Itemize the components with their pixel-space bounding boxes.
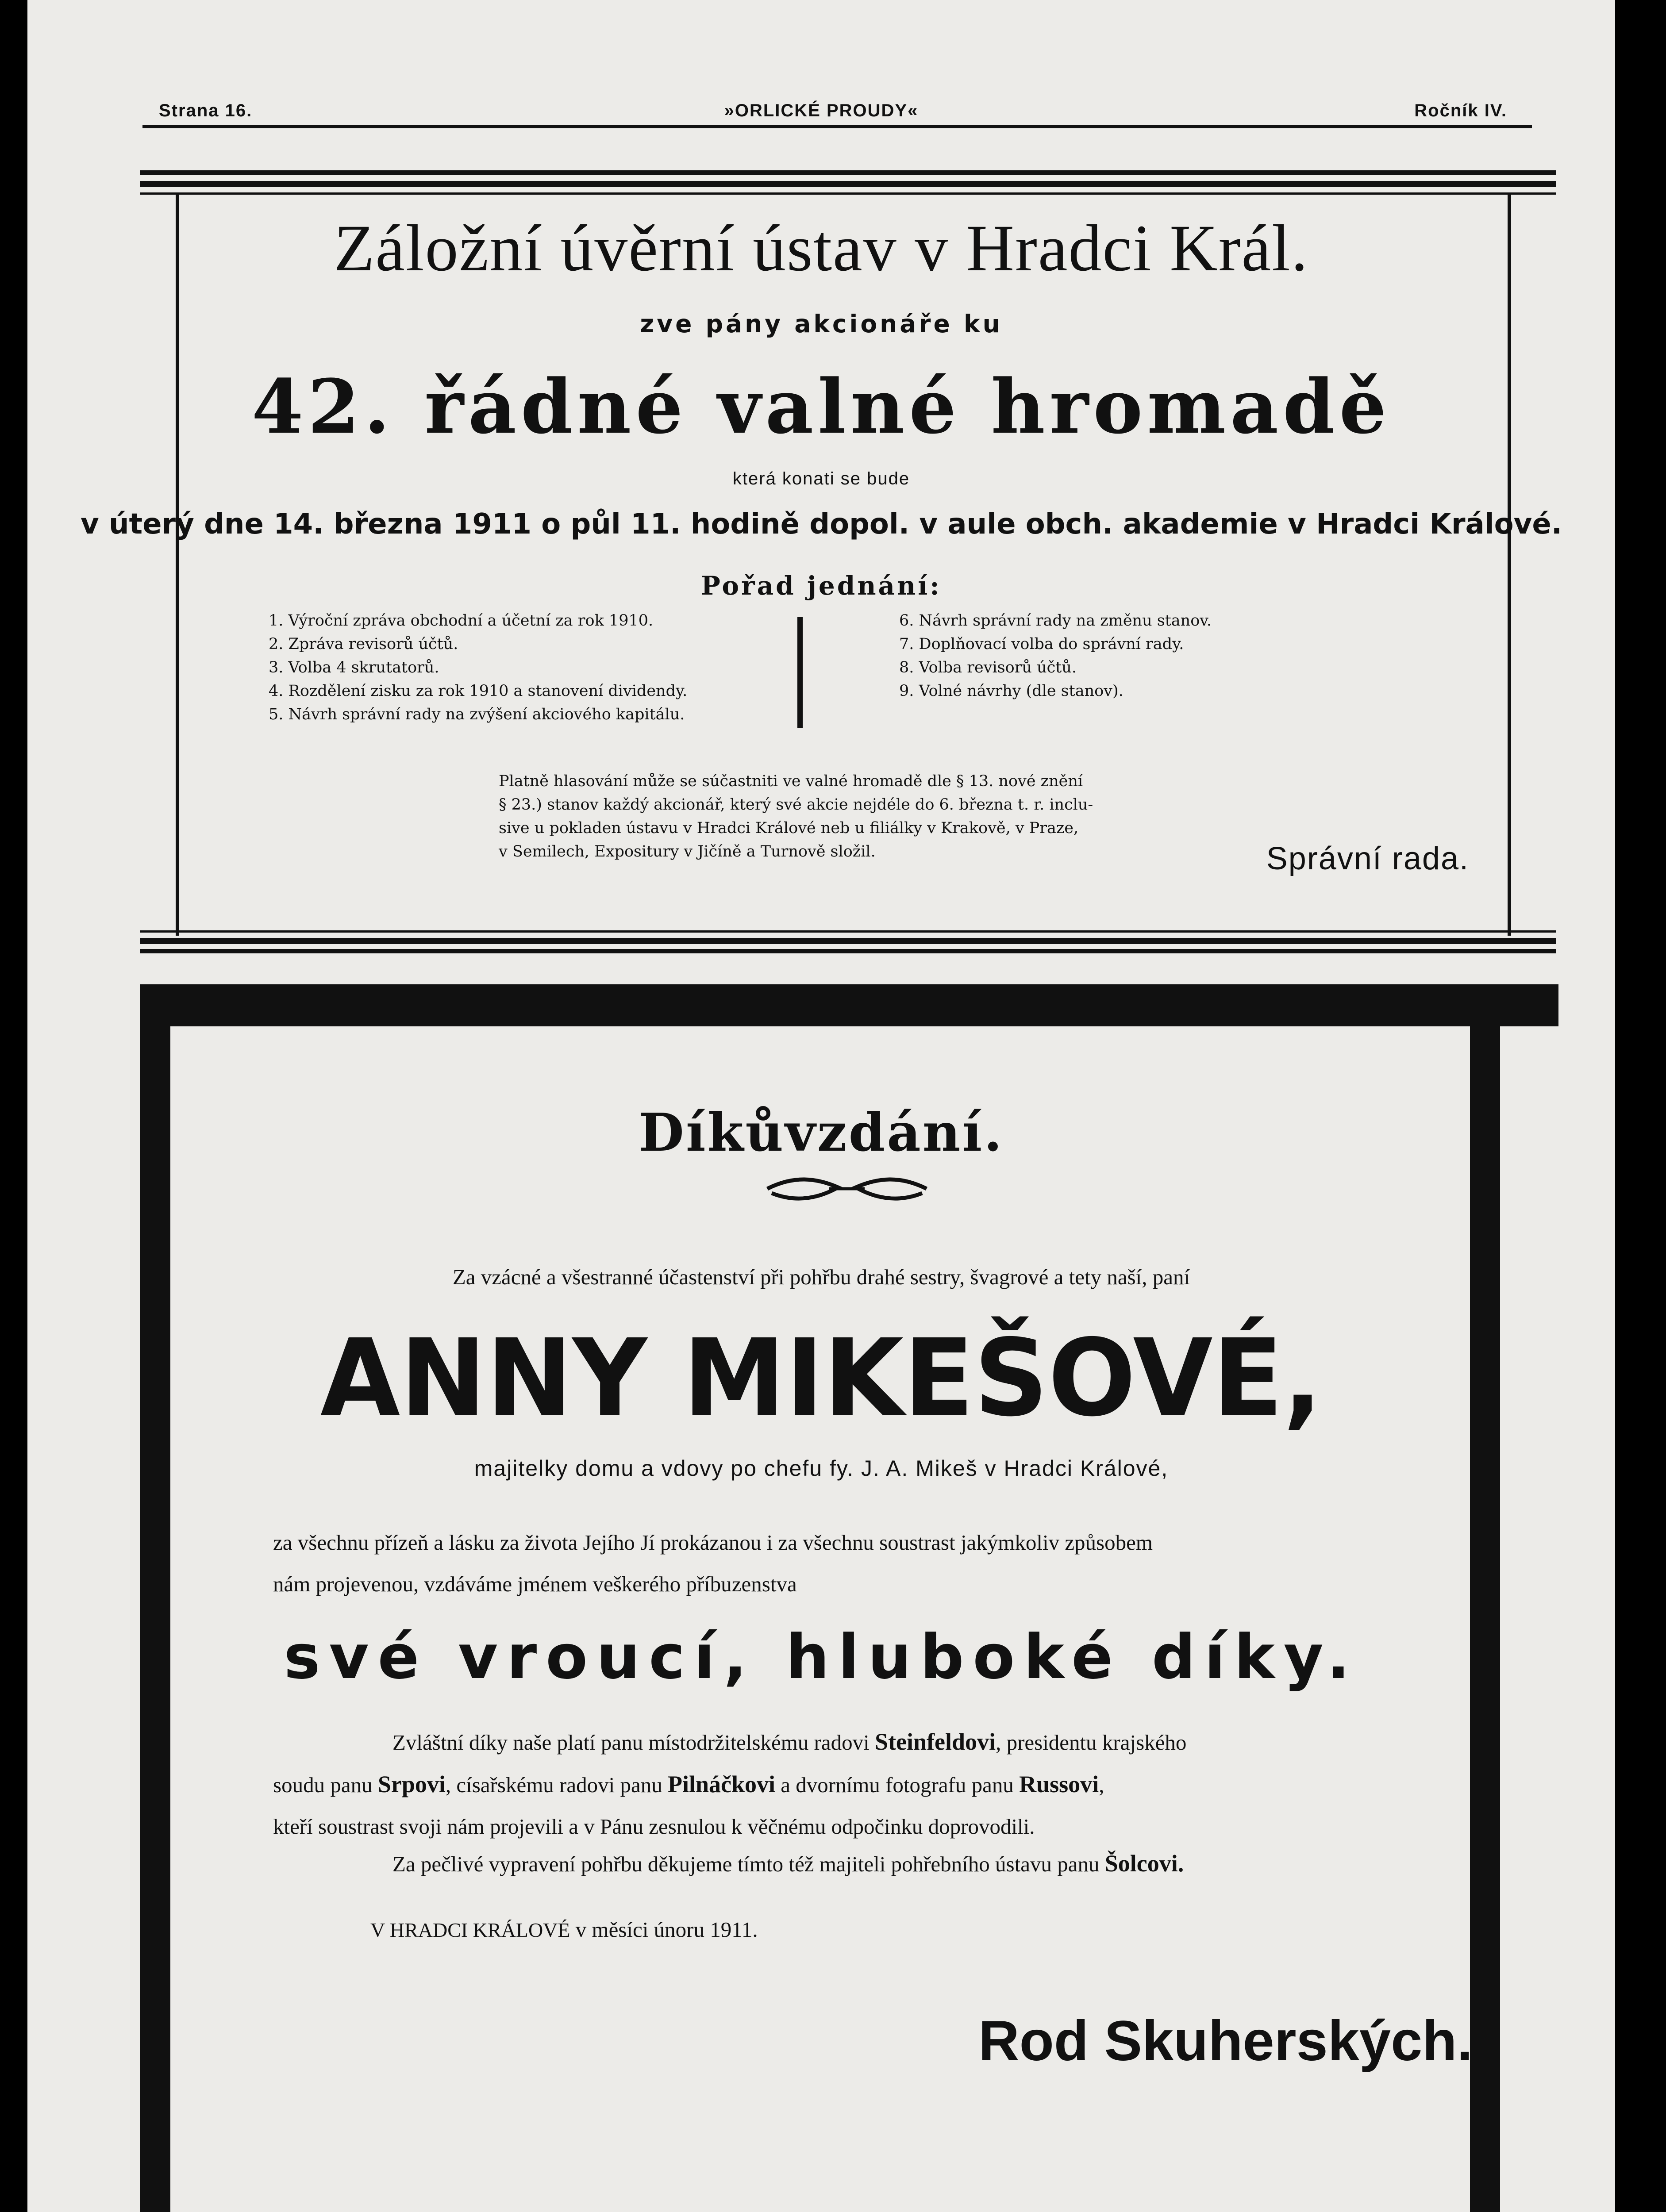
- agenda-item: 7. Doplňovací volba do správní rady.: [899, 635, 1184, 653]
- page-number: Strana 16.: [159, 101, 253, 120]
- agenda-divider: [797, 617, 803, 728]
- flourish-ornament: [763, 1173, 931, 1206]
- frame-top: [140, 984, 1558, 1026]
- meeting-headline: 42. řádné valné hromadě: [251, 363, 1391, 450]
- right-border: [1508, 192, 1511, 936]
- agenda-list-right: [899, 609, 1212, 703]
- heartfelt-thanks-line: své vroucí, hluboké díky.: [284, 1621, 1359, 1693]
- deceased-name: ANNY MIKEŠOVÉ,: [320, 1316, 1323, 1440]
- board-signature: Správní rada.: [1266, 841, 1469, 876]
- invitation-line: zve pány akcionáře ku: [640, 310, 1003, 338]
- deceased-description: majitelky domu a vdovy po chefu fy. J. A. Mikeš v Hradci Králové,: [474, 1456, 1169, 1481]
- name-steinfeld: Steinfeldovi: [875, 1728, 996, 1755]
- agenda-list-left: [269, 609, 687, 726]
- agenda-item: 4. Rozdělení zisku za rok 1910 a stanovení dividendy.: [269, 682, 688, 700]
- agenda-item: 2. Zpráva revisorů účtů.: [269, 635, 458, 653]
- institution-title: Záložní úvěrní ústav v Hradci Král.: [334, 211, 1309, 285]
- top-double-rule: [140, 170, 1556, 175]
- thanks-paragraph-2: Zvláštní díky naše platí panu místodržitelskému radovi Steinfeldovi, presidentu krajského soudu panu Srpovi, císařskému radovi panu Pilnáčkovi a dvornímu fotografu panu Russovi, kteří soustrast svoji nám projevili a v Pánu zesnulou k věčnému odpočinku doprovodili.: [273, 1728, 1187, 1839]
- name-srp: Srpovi: [377, 1771, 446, 1797]
- agenda-item: 3. Volba 4 skrutatorů.: [269, 659, 439, 676]
- frame-left: [140, 984, 170, 2212]
- thanks-title: Díkůvzdání.: [639, 1102, 1004, 1163]
- thanks-intro: Za vzácné a všestranné účastenství při pohřbu drahé sestry, švagrové a tety naší, paní: [452, 1265, 1190, 1289]
- voting-rules-text: Platně hlasování může se súčastniti ve valné hromadě dle § 13. nové znění § 23.) stanov každý akcionář, který své akcie nejdéle do 6. března t. r. inclu- sive u pokladen ústavu v Hradci Králové neb u filiálky v Krakově, v Praze, v Semilech, Expositury v Jičíně a Turnově složil.: [499, 772, 1093, 860]
- newspaper-page: [27, 0, 1615, 2212]
- agenda-item: 9. Volné návrhy (dle stanov).: [899, 682, 1123, 700]
- agenda-item: 5. Návrh správní rady na zvýšení akciového kapitálu.: [269, 706, 685, 723]
- place-and-date: V HRADCI KRÁLOVÉ v měsíci únoru 1911.: [370, 1917, 758, 1942]
- frame-right: [1470, 984, 1500, 2212]
- agenda-item: 8. Volba revisorů účtů.: [899, 659, 1077, 676]
- agenda-item: 1. Výroční zpráva obchodní a účetní za rok 1910.: [269, 612, 654, 630]
- thanks-paragraph-3: Za pečlivé vypravení pohřbu děkujeme tímto též majiteli pohřebního ústavu panu Šolcovi.: [392, 1850, 1184, 1877]
- left-border: [176, 192, 179, 936]
- newspaper-title: »ORLICKÉ PROUDY«: [724, 101, 919, 120]
- meeting-date-line: v úterý dne 14. března 1911 o půl 11. hodině dopol. v aule obch. akademie v Hradci Králové.: [80, 508, 1562, 541]
- header-rule: [142, 125, 1532, 128]
- meeting-subline: která konati se bude: [732, 469, 910, 488]
- bottom-double-rule: [140, 930, 1556, 933]
- agenda-item: 6. Návrh správní rady na změnu stanov.: [899, 612, 1212, 630]
- name-pilnacek: Pilnáčkovi: [667, 1771, 776, 1797]
- volume-number: Ročník IV.: [1414, 101, 1507, 120]
- family-signature: Rod Skuherských.: [978, 2009, 1473, 2073]
- thanks-paragraph-1: za všechnu přízeň a lásku za života Jejího Jí prokázanou i za všechnu soustrast jakýmkoliv způsobem nám projevenou, vzdáváme jménem veškerého příbuzenstva: [273, 1530, 1153, 1596]
- agenda-title: Pořad jednání:: [701, 571, 942, 601]
- name-solc: Šolcovi.: [1104, 1850, 1184, 1877]
- name-russ: Russovi: [1019, 1771, 1099, 1797]
